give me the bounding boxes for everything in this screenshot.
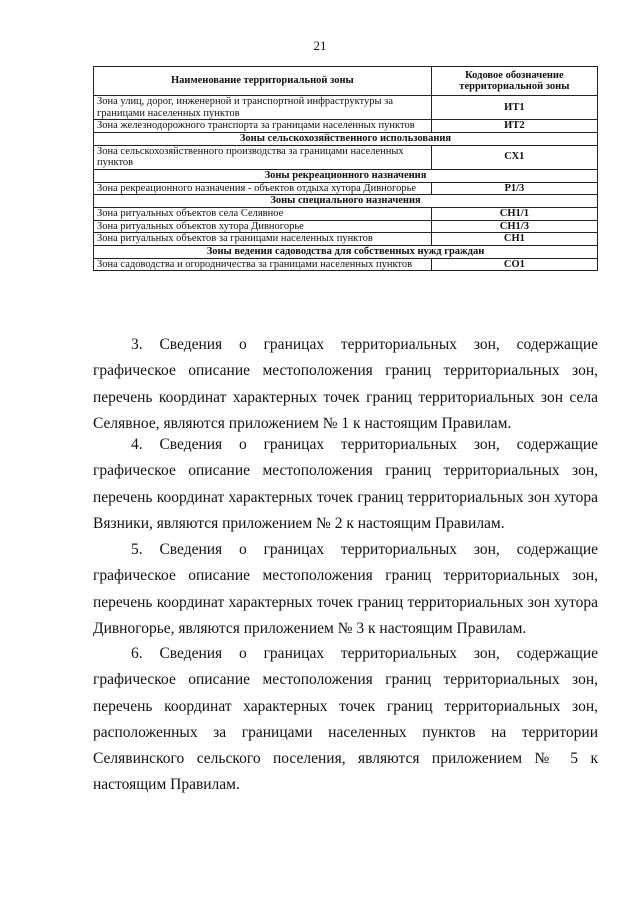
zone-name: Зона улиц, дорог, инженерной и транспортной инфраструктуры за границами населенных пунктов — [94, 96, 432, 120]
table-row — [94, 145, 598, 169]
zones-table — [93, 66, 598, 271]
group-title: Зоны рекреационного назначения — [94, 169, 598, 182]
zone-name: Зона железнодорожного транспорта за границами населенных пунктов — [94, 120, 432, 133]
table-row — [94, 120, 598, 133]
paragraph-4: 4. Сведения о границах территориальных зон, содержащие графическое описание местоположения границ территориальных зон, перечень координат характерных точек границ территориальных зон хутора Вязники, являются приложением № 2 к настоящим Правилам. — [93, 436, 598, 532]
zone-code: СО1 — [431, 258, 597, 271]
zone-code: СН1/1 — [431, 208, 597, 221]
table-row — [94, 220, 598, 233]
zone-name: Зона ритуальных объектов хутора Дивногорье — [94, 220, 432, 233]
group-row — [94, 195, 598, 208]
zone-name: Зона ритуальных объектов за границами населенных пунктов — [94, 233, 432, 246]
zone-code: СН1 — [431, 233, 597, 246]
zone-name: Зона сельскохозяйственного производства за границами населенных пунктов — [94, 145, 432, 169]
table-row — [94, 182, 598, 195]
zone-code: ИТ1 — [431, 96, 597, 120]
zone-code: СХ1 — [431, 145, 597, 169]
zone-code: Р1/3 — [431, 182, 597, 195]
table-header-row — [94, 67, 598, 96]
header-zone-code: Кодовое обозначение территориальной зоны — [431, 67, 597, 96]
table-row — [94, 96, 598, 120]
group-row — [94, 132, 598, 145]
group-title: Зоны ведения садоводства для собственных нужд граждан — [94, 245, 598, 258]
header-zone-name: Наименование территориальной зоны — [94, 67, 432, 96]
group-title: Зоны сельскохозяйственного использования — [94, 132, 598, 145]
zone-name: Зона ритуальных объектов села Селявное — [94, 208, 432, 221]
zone-name: Зона рекреационного назначения - объектов отдыха хутора Дивногорье — [94, 182, 432, 195]
zone-name: Зона садоводства и огородничества за границами населенных пунктов — [94, 258, 432, 271]
paragraph-6: 6. Сведения о границах территориальных зон, содержащие графическое описание местоположения границ территориальных зон, перечень координат характерных точек границ территориальных зон, расположенных за границами населенных пунктов на территории Селявинского сельского поселения, являются приложением № 5 к настоящим Правилам. — [93, 645, 598, 794]
table-row — [94, 233, 598, 246]
table-row — [94, 208, 598, 221]
group-title: Зоны специального назначения — [94, 195, 598, 208]
page-number: 21 — [313, 38, 327, 53]
zone-code: ИТ2 — [431, 120, 597, 133]
zone-code: СН1/3 — [431, 220, 597, 233]
paragraph-3: 3. Сведения о границах территориальных зон, содержащие графическое описание местоположения границ территориальных зон, перечень координат характерных точек границ территориальных зон села Селявное, являются приложением № 1 к настоящим Правилам. — [93, 336, 598, 432]
paragraph-5: 5. Сведения о границах территориальных зон, содержащие графическое описание местоположения границ территориальных зон, перечень координат характерных точек границ территориальных зон хутора Дивногорье, являются приложением № 3 к настоящим Правилам. — [93, 541, 598, 637]
group-row — [94, 169, 598, 182]
group-row — [94, 245, 598, 258]
table-row — [94, 258, 598, 271]
